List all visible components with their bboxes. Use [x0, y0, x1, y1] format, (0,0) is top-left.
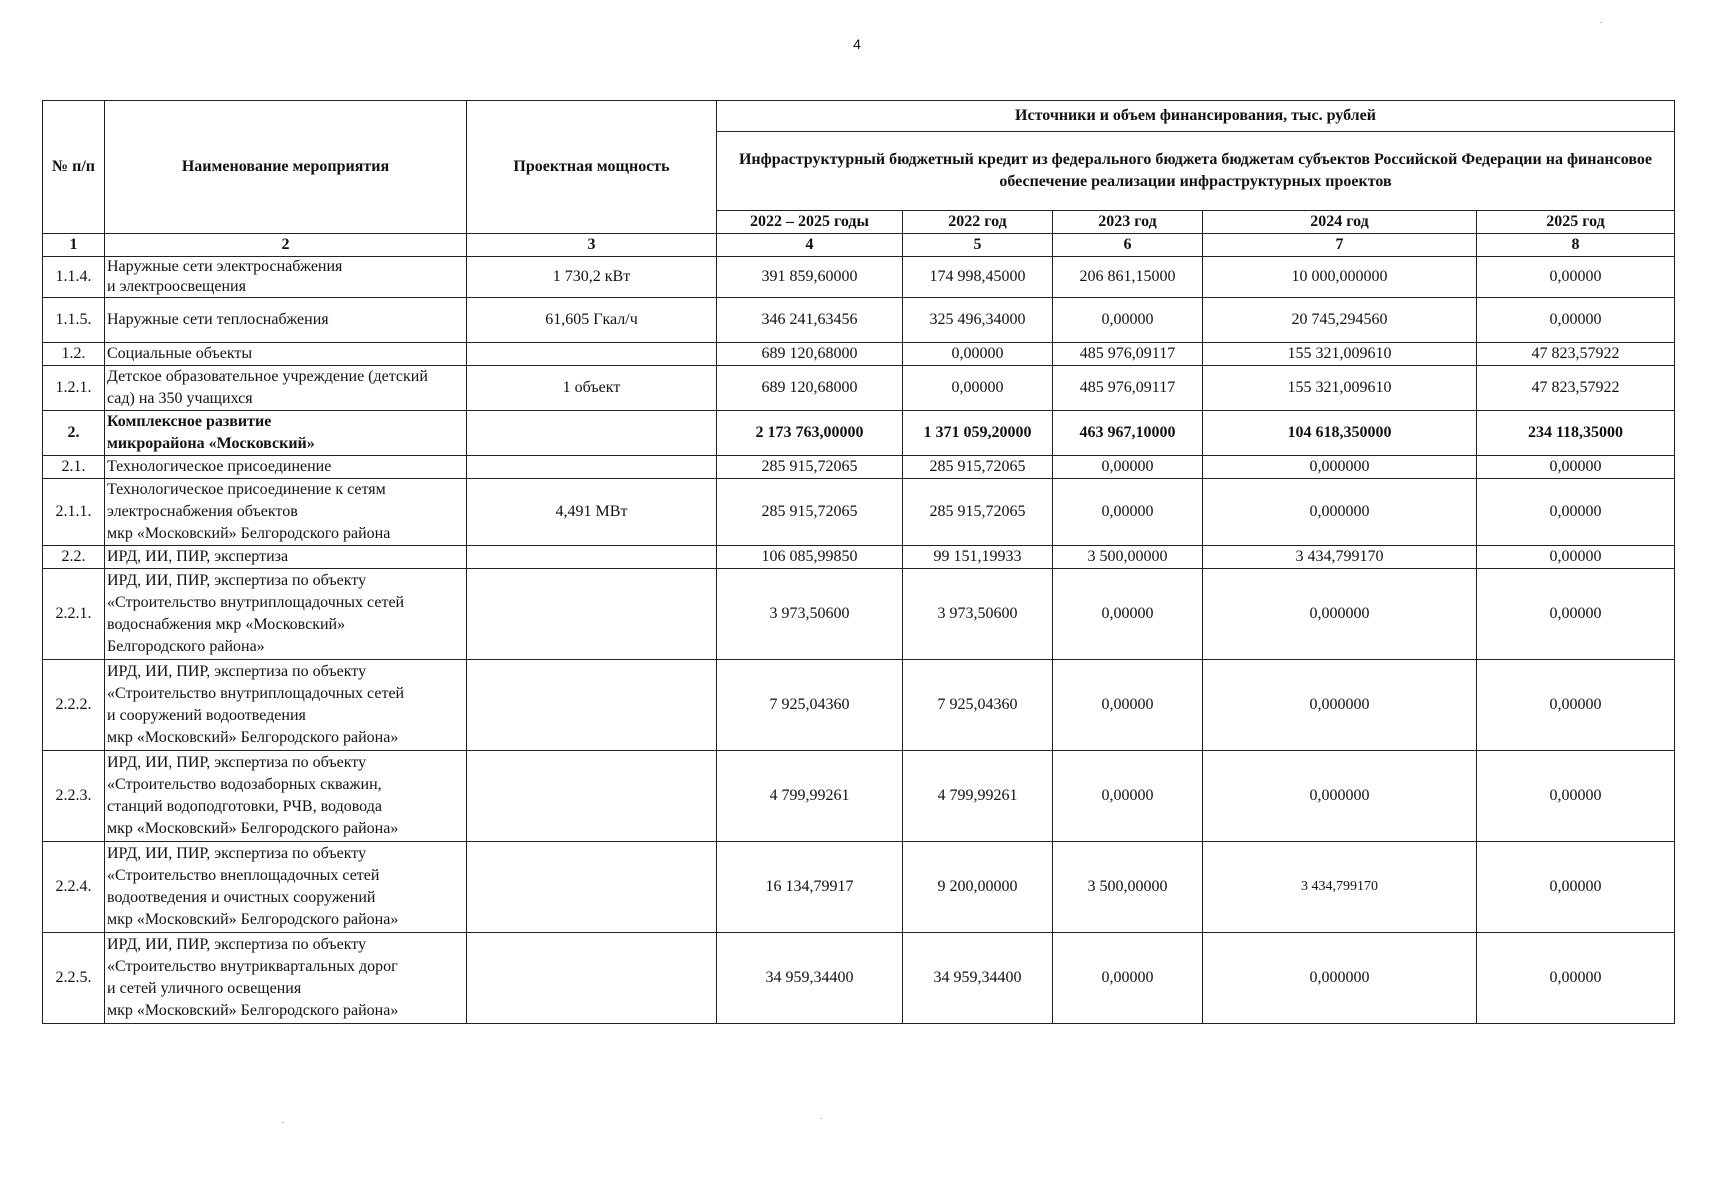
- col-number: 2: [105, 234, 467, 257]
- row-name-line: ИРД, ИИ, ПИР, экспертиза: [107, 548, 289, 565]
- financing-table: [42, 100, 1675, 1024]
- row-value: 47 823,57922: [1477, 366, 1675, 411]
- row-value: 0,00000: [1477, 546, 1675, 569]
- col-number: 3: [467, 234, 717, 257]
- table-row: [43, 842, 1675, 933]
- row-value: 346 241,63456: [717, 298, 903, 343]
- row-name-line: сад) на 350 учащихся: [107, 390, 253, 407]
- row-name: [105, 546, 467, 569]
- row-value: 7 925,04360: [903, 660, 1053, 751]
- row-number: 1.1.5.: [43, 298, 105, 343]
- row-value: 3 500,00000: [1053, 842, 1203, 933]
- row-capacity: [467, 751, 717, 842]
- row-value: 0,00000: [903, 366, 1053, 411]
- row-value: 0,00000: [1053, 479, 1203, 546]
- row-name-line: мкр «Московский» Белгородского района»: [107, 820, 399, 837]
- row-name: [105, 751, 467, 842]
- row-name: [105, 933, 467, 1024]
- row-value: 285 915,72065: [717, 456, 903, 479]
- row-value: 3 500,00000: [1053, 546, 1203, 569]
- row-name: [105, 366, 467, 411]
- row-value: 0,000000: [1203, 660, 1477, 751]
- table-row: [43, 546, 1675, 569]
- scan-speck: [820, 1118, 822, 1119]
- row-name: [105, 569, 467, 660]
- col-number: 5: [903, 234, 1053, 257]
- row-capacity: 61,605 Гкал/ч: [467, 298, 717, 343]
- row-number: 2.: [43, 411, 105, 456]
- table-row: [43, 298, 1675, 343]
- scan-speck: [1600, 22, 1602, 23]
- row-value: 463 967,10000: [1053, 411, 1203, 456]
- row-value: 0,000000: [1203, 933, 1477, 1024]
- row-name-line: ИРД, ИИ, ПИР, экспертиза по объекту: [107, 845, 367, 862]
- row-capacity: [467, 660, 717, 751]
- header-year: 2023 год: [1053, 211, 1203, 234]
- row-value: 3 973,50600: [903, 569, 1053, 660]
- row-value: 0,00000: [1053, 933, 1203, 1024]
- row-value: 0,00000: [1053, 660, 1203, 751]
- row-name-line: и сооружений водоотведения: [107, 707, 306, 724]
- header-col-capacity: Проектная мощность: [467, 101, 717, 234]
- row-name-line: и сетей уличного освещения: [107, 980, 302, 997]
- row-capacity: [467, 933, 717, 1024]
- row-value: 0,00000: [1053, 569, 1203, 660]
- row-value: 0,000000: [1203, 456, 1477, 479]
- row-number: 2.2.: [43, 546, 105, 569]
- row-value: 0,00000: [1477, 456, 1675, 479]
- header-col-name: Наименование мероприятия: [105, 101, 467, 234]
- row-value: 3 434,799170: [1203, 546, 1477, 569]
- row-name-line: Технологическое присоединение: [107, 458, 332, 475]
- row-name: [105, 298, 467, 343]
- row-value: 485 976,09117: [1053, 343, 1203, 366]
- row-value: 0,00000: [1477, 569, 1675, 660]
- row-name-line: водоотведения и очистных сооружений: [107, 889, 376, 906]
- row-value: 155 321,009610: [1203, 366, 1477, 411]
- row-name-line: микрорайона «Московский»: [107, 435, 315, 452]
- row-value: 391 859,60000: [717, 257, 903, 298]
- header-credit: Инфраструктурный бюджетный кредит из федерального бюджета бюджетам субъектов Российской Федерации на финансовое обеспечение реализации инфраструктурных проектов: [717, 132, 1675, 211]
- row-value: 0,00000: [1053, 298, 1203, 343]
- row-name-line: электроснабжения объектов: [107, 503, 298, 520]
- row-value: 0,000000: [1203, 569, 1477, 660]
- row-number: 2.2.4.: [43, 842, 105, 933]
- row-value: 0,00000: [1477, 933, 1675, 1024]
- col-number: 1: [43, 234, 105, 257]
- table-body: [43, 257, 1675, 1024]
- row-number: 2.1.: [43, 456, 105, 479]
- col-number: 6: [1053, 234, 1203, 257]
- row-name-line: «Строительство внутриплощадочных сетей: [107, 594, 405, 611]
- row-name-line: «Строительство водозаборных скважин,: [107, 776, 382, 793]
- row-name-line: водоснабжения мкр «Московский»: [107, 616, 346, 633]
- row-number: 2.2.3.: [43, 751, 105, 842]
- row-capacity: [467, 411, 717, 456]
- row-name-line: Социальные объекты: [107, 345, 253, 362]
- row-value: 285 915,72065: [903, 479, 1053, 546]
- table-row: [43, 456, 1675, 479]
- row-name-line: ИРД, ИИ, ПИР, экспертиза по объекту: [107, 936, 367, 953]
- row-value: 34 959,34400: [903, 933, 1053, 1024]
- header-year: 2024 год: [1203, 211, 1477, 234]
- row-name-line: Наружные сети электроснабжения: [107, 258, 343, 275]
- row-value: 689 120,68000: [717, 343, 903, 366]
- row-number: 2.2.5.: [43, 933, 105, 1024]
- row-value: 0,00000: [1477, 660, 1675, 751]
- row-value: 7 925,04360: [717, 660, 903, 751]
- page-number: 4: [853, 36, 861, 52]
- table-row: [43, 257, 1675, 298]
- table-row: [43, 660, 1675, 751]
- row-capacity: [467, 546, 717, 569]
- row-name: [105, 479, 467, 546]
- row-value: 0,00000: [1477, 257, 1675, 298]
- row-name-line: станций водоподготовки, РЧВ, водовода: [107, 798, 382, 815]
- header-year: 2022 год: [903, 211, 1053, 234]
- col-number: 4: [717, 234, 903, 257]
- table-row: [43, 751, 1675, 842]
- scan-speck: [282, 1122, 284, 1123]
- row-name: [105, 660, 467, 751]
- row-capacity: [467, 569, 717, 660]
- row-value: 3 434,799170: [1203, 842, 1477, 933]
- row-name-line: Детское образовательное учреждение (детский: [107, 368, 428, 385]
- table-row: [43, 933, 1675, 1024]
- row-value: 0,000000: [1203, 479, 1477, 546]
- row-value: 285 915,72065: [717, 479, 903, 546]
- row-value: 234 118,35000: [1477, 411, 1675, 456]
- row-value: 20 745,294560: [1203, 298, 1477, 343]
- row-value: 1 371 059,20000: [903, 411, 1053, 456]
- row-capacity: 1 объект: [467, 366, 717, 411]
- row-name-line: «Строительство внутриплощадочных сетей: [107, 685, 405, 702]
- row-name-line: мкр «Московский» Белгородского района»: [107, 729, 399, 746]
- header-sources: Источники и объем финансирования, тыс. рублей: [717, 101, 1675, 132]
- table-row: [43, 411, 1675, 456]
- row-value: 0,00000: [1053, 751, 1203, 842]
- row-value: 285 915,72065: [903, 456, 1053, 479]
- row-number: 2.2.2.: [43, 660, 105, 751]
- row-name: [105, 343, 467, 366]
- row-value: 174 998,45000: [903, 257, 1053, 298]
- row-name-line: Белгородского района»: [107, 638, 265, 655]
- row-name-line: «Строительство внутриквартальных дорог: [107, 958, 398, 975]
- table-row: [43, 479, 1675, 546]
- row-name-line: мкр «Московский» Белгородского района»: [107, 911, 399, 928]
- row-value: 2 173 763,00000: [717, 411, 903, 456]
- row-value: 3 973,50600: [717, 569, 903, 660]
- row-name: [105, 842, 467, 933]
- row-value: 689 120,68000: [717, 366, 903, 411]
- row-value: 206 861,15000: [1053, 257, 1203, 298]
- row-value: 0,00000: [1053, 456, 1203, 479]
- row-value: 9 200,00000: [903, 842, 1053, 933]
- row-name-line: ИРД, ИИ, ПИР, экспертиза по объекту: [107, 572, 367, 589]
- row-name: [105, 411, 467, 456]
- row-value: 155 321,009610: [1203, 343, 1477, 366]
- row-value: 34 959,34400: [717, 933, 903, 1024]
- table-row: [43, 343, 1675, 366]
- row-number: 1.2.: [43, 343, 105, 366]
- row-value: 0,00000: [1477, 479, 1675, 546]
- row-value: 0,00000: [1477, 751, 1675, 842]
- row-name-line: ИРД, ИИ, ПИР, экспертиза по объекту: [107, 754, 367, 771]
- row-name-line: мкр «Московский» Белгородского района: [107, 525, 391, 542]
- row-value: 325 496,34000: [903, 298, 1053, 343]
- table-row: [43, 366, 1675, 411]
- row-number: 2.2.1.: [43, 569, 105, 660]
- row-name-line: мкр «Московский» Белгородского района»: [107, 1002, 399, 1019]
- row-name-line: Комплексное развитие: [107, 413, 272, 430]
- row-name-line: «Строительство внеплощадочных сетей: [107, 867, 380, 884]
- row-name-line: Наружные сети теплоснабжения: [107, 311, 329, 328]
- row-name: [105, 257, 467, 298]
- row-value: 4 799,99261: [717, 751, 903, 842]
- row-capacity: 4,491 МВт: [467, 479, 717, 546]
- row-value: 16 134,79917: [717, 842, 903, 933]
- header-year: 2022 – 2025 годы: [717, 211, 903, 234]
- row-value: 0,00000: [903, 343, 1053, 366]
- row-name-line: ИРД, ИИ, ПИР, экспертиза по объекту: [107, 663, 367, 680]
- row-value: 0,00000: [1477, 842, 1675, 933]
- row-name: [105, 456, 467, 479]
- header-row-col-numbers: [43, 234, 1675, 257]
- col-number: 8: [1477, 234, 1675, 257]
- col-number: 7: [1203, 234, 1477, 257]
- header-row-1: [43, 101, 1675, 132]
- row-value: 10 000,000000: [1203, 257, 1477, 298]
- row-value: 106 085,99850: [717, 546, 903, 569]
- row-number: 1.2.1.: [43, 366, 105, 411]
- row-capacity: [467, 456, 717, 479]
- row-value: 485 976,09117: [1053, 366, 1203, 411]
- row-capacity: 1 730,2 кВт: [467, 257, 717, 298]
- row-name-line: Технологическое присоединение к сетям: [107, 481, 386, 498]
- row-value: 104 618,350000: [1203, 411, 1477, 456]
- row-value: 99 151,19933: [903, 546, 1053, 569]
- row-capacity: [467, 343, 717, 366]
- header-year: 2025 год: [1477, 211, 1675, 234]
- row-name-line: и электроосвещения: [107, 278, 246, 295]
- row-value: 4 799,99261: [903, 751, 1053, 842]
- row-capacity: [467, 842, 717, 933]
- row-value: 0,000000: [1203, 751, 1477, 842]
- row-value: 47 823,57922: [1477, 343, 1675, 366]
- table-row: [43, 569, 1675, 660]
- row-number: 2.1.1.: [43, 479, 105, 546]
- row-number: 1.1.4.: [43, 257, 105, 298]
- row-value: 0,00000: [1477, 298, 1675, 343]
- header-col-num: № п/п: [43, 101, 105, 234]
